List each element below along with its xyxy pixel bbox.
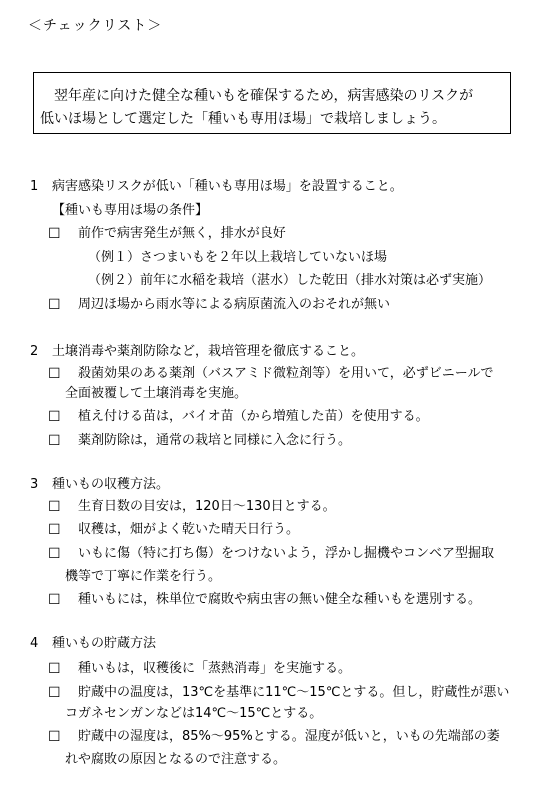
section-1-item-2: 周辺ほ場から雨水等による病原菌流入のおそれが無い <box>78 297 391 312</box>
checkbox: ☐ <box>48 522 61 538</box>
checkbox: ☐ <box>48 409 61 425</box>
checkbox: ☐ <box>48 297 61 313</box>
section-3-item-3: いもに傷（特に打ち傷）をつけないよう，浮かし掘機やコンベア型掘取 <box>78 546 495 561</box>
checkbox: ☐ <box>48 685 61 701</box>
checkbox: ☐ <box>48 499 61 515</box>
section-4-item-2-cont: コガネセンガンなどは14℃～15℃とする。 <box>65 706 323 721</box>
checkbox: ☐ <box>48 546 61 562</box>
section-2-number: 2 <box>30 344 39 359</box>
section-1-number: 1 <box>30 179 39 194</box>
checkbox: ☐ <box>48 226 61 242</box>
section-3-title: 種いもの収穫方法。 <box>52 477 170 492</box>
section-1-example-1: （例１）さつまいもを２年以上栽培していないほ場 <box>88 250 388 265</box>
section-1-title: 病害感染リスクが低い「種いも専用ほ場」を設置すること。 <box>52 179 403 194</box>
section-1-item-1: 前作で病害発生が無く，排水が良好 <box>78 226 286 241</box>
section-3-item-1: 生育日数の目安は，120日～130日とする。 <box>78 499 336 514</box>
section-2-title: 土壌消毒や薬剤防除など，栽培管理を徹底すること。 <box>52 344 365 359</box>
section-4-item-2: 貯蔵中の温度は，13℃を基準に11℃～15℃とする。但し，貯蔵性が悪い <box>78 685 510 700</box>
section-2-item-3: 薬剤防除は，通常の栽培と同様に入念に行う。 <box>78 433 352 448</box>
checkbox: ☐ <box>48 661 61 677</box>
section-4-item-1: 種いもは，収穫後に「蒸熱消毒」を実施する。 <box>78 661 352 676</box>
section-1-subheading: 【種いも専用ほ場の条件】 <box>52 203 209 218</box>
section-2-item-1-cont: 全面被覆して土壌消毒を実施。 <box>65 386 248 401</box>
section-4-title: 種いもの貯蔵方法 <box>52 636 157 651</box>
checkbox: ☐ <box>48 592 61 608</box>
intro-box <box>33 72 511 134</box>
section-2-item-1: 殺菌効果のある薬剤（バスアミド微粒剤等）を用いて，必ずビニールで <box>78 366 494 381</box>
section-1-example-2: （例２）前年に水稲を栽培（湛水）した乾田（排水対策は必ず実施） <box>88 273 492 288</box>
checkbox: ☐ <box>48 433 61 449</box>
section-4-item-3: 貯蔵中の湿度は，85%～95%とする。湿度が低いと，いもの先端部の萎 <box>78 729 500 744</box>
checkbox: ☐ <box>48 729 61 745</box>
section-4-number: 4 <box>30 636 39 651</box>
section-4-item-3-cont: れや腐敗の原因となるので注意する。 <box>65 752 287 767</box>
intro-line-2: 低いほ場として選定した「種いも専用ほ場」で栽培しましょう。 <box>40 111 446 127</box>
section-3-item-4: 種いもには，株単位で腐敗や病虫害の無い健全な種いもを選別する。 <box>78 592 482 607</box>
section-3-item-2: 収穫は，畑がよく乾いた晴天日行う。 <box>78 522 300 537</box>
section-3-number: 3 <box>30 477 39 492</box>
section-3-item-3-cont: 機等で丁寧に作業を行う。 <box>65 569 222 584</box>
checklist-heading: ＜チェックリスト＞ <box>28 18 163 34</box>
intro-line-1: 翌年産に向けた健全な種いもを確保するため，病害感染のリスクが <box>54 88 474 104</box>
checkbox: ☐ <box>48 366 61 382</box>
section-2-item-2: 植え付ける苗は，バイオ苗（から増殖した苗）を使用する。 <box>78 409 429 424</box>
